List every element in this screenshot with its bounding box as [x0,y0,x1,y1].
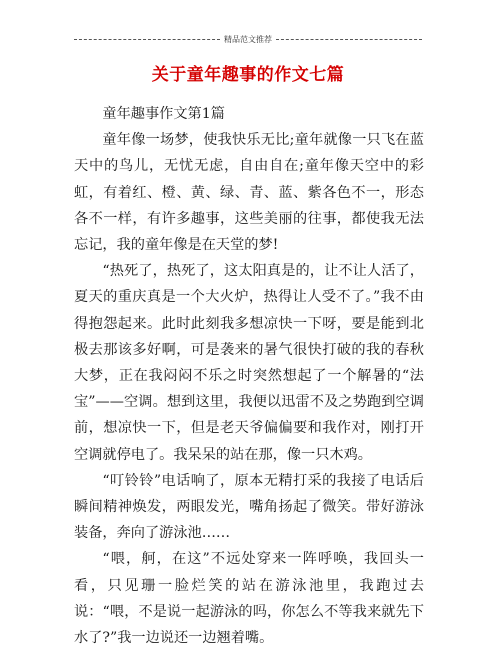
header-label: 精品范文推荐 [224,34,272,44]
paragraph-2: “热死了，热死了，这太阳真是的，让不让人活了，夏天的重庆真是一个大火炉，热得让人受不了。”我不由得抱怨起来。此时此刻我多想凉快一下呀，要是能到北极去那该多好啊，可是袭来的暑气很快打破的我的春秋大梦，正在我闷闷不乐之时突然想起了一个解暑的“法宝”——空调。想到这里，我便以迅雷不及之势跑到空调前，想凉快一下，但是老天爷偏偏要和我作对，刚打开空调就停电了。我呆呆的站在那，像一只木鸡。 [74,263,424,463]
page-header [74,33,422,45]
header-rule-right [276,39,422,40]
paragraph-4: “喂，舸，在这”不远处穿来一阵呼唤，我回头一看，只见珊一脸烂笑的站在游泳池里，我跑过去说：“喂，不是说一起游泳的吗，你怎么不等我来就先下水了?”我一边说还一边翘着嘴。 [74,551,424,647]
section-subtitle: 童年趣事作文第1篇 [102,106,225,122]
document-body [74,101,424,651]
header-rule-left [74,39,220,40]
paragraph-1: 童年像一场梦，使我快乐无比;童年就像一只飞在蓝天中的鸟儿，无忧无虑，自由自在;童年像天空中的彩虹，有着红、橙、黄、绿、青、蓝、紫各色不一，形态各不一样，有许多趣事，这些美丽的往事，都使我无法忘记，我的童年像是在天堂的梦! [74,132,424,254]
paragraph-3: “叮铃铃”电话响了，原本无精打采的我接了电话后瞬间精神焕发，两眼发光，嘴角扬起了微笑。带好游泳装备，奔向了游泳池…… [74,472,424,542]
document-title: 关于童年趣事的作文七篇 [151,65,345,85]
